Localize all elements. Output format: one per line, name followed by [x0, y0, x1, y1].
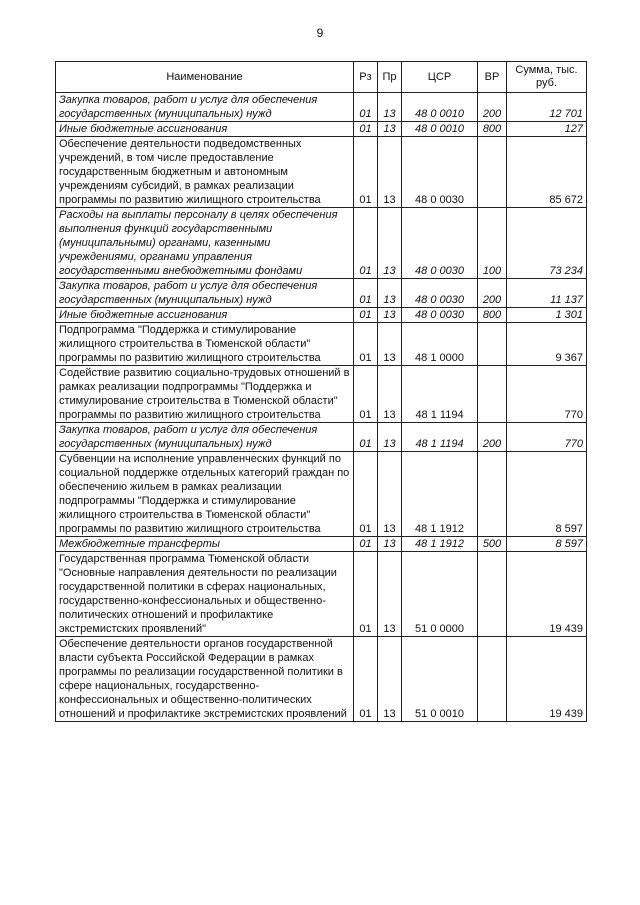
row-sum-cell: 770 — [507, 423, 587, 452]
row-sum-cell: 19 439 — [507, 552, 587, 637]
row-name-cell: Расходы на выплаты персоналу в целях обеспечения выполнения функций государственными (муниципальными) органами, казенными учреждениями, органами управления государственными внебюджетными фондами — [56, 208, 354, 279]
row-rz-cell: 01 — [354, 637, 378, 722]
row-rz-cell: 01 — [354, 537, 378, 552]
table-row — [56, 308, 587, 323]
row-vr-cell: 800 — [478, 122, 507, 137]
row-sum-cell: 12 701 — [507, 93, 587, 122]
table-row — [56, 279, 587, 308]
row-pr-cell: 13 — [378, 137, 402, 208]
row-csr-cell: 48 1 1912 — [402, 537, 478, 552]
row-sum-cell: 127 — [507, 122, 587, 137]
row-sum-cell: 8 597 — [507, 452, 587, 537]
table-row — [56, 423, 587, 452]
row-rz-cell: 01 — [354, 552, 378, 637]
row-rz-cell: 01 — [354, 208, 378, 279]
row-name-cell: Закупка товаров, работ и услуг для обеспечения государственных (муниципальных) нужд — [56, 279, 354, 308]
row-vr-cell: 200 — [478, 93, 507, 122]
row-name-cell: Государственная программа Тюменской области "Основные направления деятельности по реализации государственной политики в сферах национальных, государственно-конфессиональных и общественно-политических отношений и профилактике экстремистских проявлений" — [56, 552, 354, 637]
header-pr: Пр — [378, 62, 402, 93]
row-pr-cell: 13 — [378, 208, 402, 279]
row-rz-cell: 01 — [354, 452, 378, 537]
row-sum-cell: 11 137 — [507, 279, 587, 308]
row-pr-cell: 13 — [378, 122, 402, 137]
row-sum-cell: 770 — [507, 366, 587, 423]
row-csr-cell: 48 1 1194 — [402, 423, 478, 452]
row-rz-cell: 01 — [354, 323, 378, 366]
row-csr-cell: 48 1 1194 — [402, 366, 478, 423]
budget-table — [55, 61, 587, 722]
row-csr-cell: 48 1 0000 — [402, 323, 478, 366]
row-name-cell: Закупка товаров, работ и услуг для обеспечения государственных (муниципальных) нужд — [56, 423, 354, 452]
row-pr-cell: 13 — [378, 552, 402, 637]
row-pr-cell: 13 — [378, 637, 402, 722]
row-sum-cell: 8 597 — [507, 537, 587, 552]
row-rz-cell: 01 — [354, 93, 378, 122]
row-name-cell: Обеспечение деятельности органов государственной власти субъекта Российской Федерации в рамках программы по реализации государственной политики в сфере национальных, государственно-конфессиональных и общественно-политических отношений и профилактике экстремистских проявлений — [56, 637, 354, 722]
row-pr-cell: 13 — [378, 323, 402, 366]
header-rz: Рз — [354, 62, 378, 93]
row-name-cell: Иные бюджетные ассигнования — [56, 122, 354, 137]
row-vr-cell — [478, 637, 507, 722]
header-name: Наименование — [56, 62, 354, 93]
row-csr-cell: 48 0 0030 — [402, 137, 478, 208]
row-name-cell: Субвенции на исполнение управленческих функций по социальной поддержке отдельных категорий граждан по обеспечению жильем в рамках реализации подпрограммы "Поддержка и стимулирование жилищного строительства в Тюменской области" программы по развитию жилищного строительства — [56, 452, 354, 537]
row-csr-cell: 51 0 0000 — [402, 552, 478, 637]
row-vr-cell: 500 — [478, 537, 507, 552]
header-sum: Сумма, тыс. руб. — [507, 62, 587, 93]
row-vr-cell — [478, 323, 507, 366]
row-pr-cell: 13 — [378, 308, 402, 323]
row-rz-cell: 01 — [354, 279, 378, 308]
row-sum-cell: 19 439 — [507, 637, 587, 722]
row-pr-cell: 13 — [378, 452, 402, 537]
row-name-cell: Подпрограмма "Поддержка и стимулирование жилищного строительства в Тюменской области" программы по развитию жилищного строительства — [56, 323, 354, 366]
row-vr-cell — [478, 552, 507, 637]
row-vr-cell: 200 — [478, 279, 507, 308]
row-csr-cell: 48 0 0010 — [402, 93, 478, 122]
row-vr-cell: 200 — [478, 423, 507, 452]
row-name-cell: Обеспечение деятельности подведомственных учреждений, в том числе предоставление государственным бюджетным и автономным учреждениям субсидий, в рамках реализации программы по развитию жилищного строительства — [56, 137, 354, 208]
table-row — [56, 366, 587, 423]
row-name-cell: Иные бюджетные ассигнования — [56, 308, 354, 323]
row-vr-cell: 100 — [478, 208, 507, 279]
table-row — [56, 93, 587, 122]
row-vr-cell — [478, 452, 507, 537]
row-rz-cell: 01 — [354, 423, 378, 452]
row-pr-cell: 13 — [378, 279, 402, 308]
row-vr-cell — [478, 366, 507, 423]
table-row — [56, 537, 587, 552]
row-csr-cell: 51 0 0010 — [402, 637, 478, 722]
row-csr-cell: 48 0 0030 — [402, 279, 478, 308]
table-row — [56, 552, 587, 637]
row-rz-cell: 01 — [354, 366, 378, 423]
table-row — [56, 323, 587, 366]
table-header-row — [56, 62, 587, 93]
row-csr-cell: 48 1 1912 — [402, 452, 478, 537]
row-sum-cell: 73 234 — [507, 208, 587, 279]
row-csr-cell: 48 0 0010 — [402, 122, 478, 137]
row-rz-cell: 01 — [354, 137, 378, 208]
row-csr-cell: 48 0 0030 — [402, 208, 478, 279]
table-row — [56, 637, 587, 722]
header-vr: ВР — [478, 62, 507, 93]
row-csr-cell: 48 0 0030 — [402, 308, 478, 323]
row-vr-cell: 800 — [478, 308, 507, 323]
row-pr-cell: 13 — [378, 423, 402, 452]
row-rz-cell: 01 — [354, 122, 378, 137]
row-sum-cell: 85 672 — [507, 137, 587, 208]
row-name-cell: Закупка товаров, работ и услуг для обеспечения государственных (муниципальных) нужд — [56, 93, 354, 122]
row-name-cell: Межбюджетные трансферты — [56, 537, 354, 552]
table-row — [56, 208, 587, 279]
header-csr: ЦСР — [402, 62, 478, 93]
row-rz-cell: 01 — [354, 308, 378, 323]
row-pr-cell: 13 — [378, 93, 402, 122]
table-row — [56, 452, 587, 537]
row-vr-cell — [478, 137, 507, 208]
page-number: 9 — [316, 26, 324, 40]
row-pr-cell: 13 — [378, 537, 402, 552]
row-sum-cell: 9 367 — [507, 323, 587, 366]
table-row — [56, 137, 587, 208]
table-row — [56, 122, 587, 137]
row-name-cell: Содействие развитию социально-трудовых отношений в рамках реализации подпрограммы "Поддержка и стимулирование строительства в Тюменской области" программы по развитию жилищного строительства — [56, 366, 354, 423]
row-sum-cell: 1 301 — [507, 308, 587, 323]
row-pr-cell: 13 — [378, 366, 402, 423]
